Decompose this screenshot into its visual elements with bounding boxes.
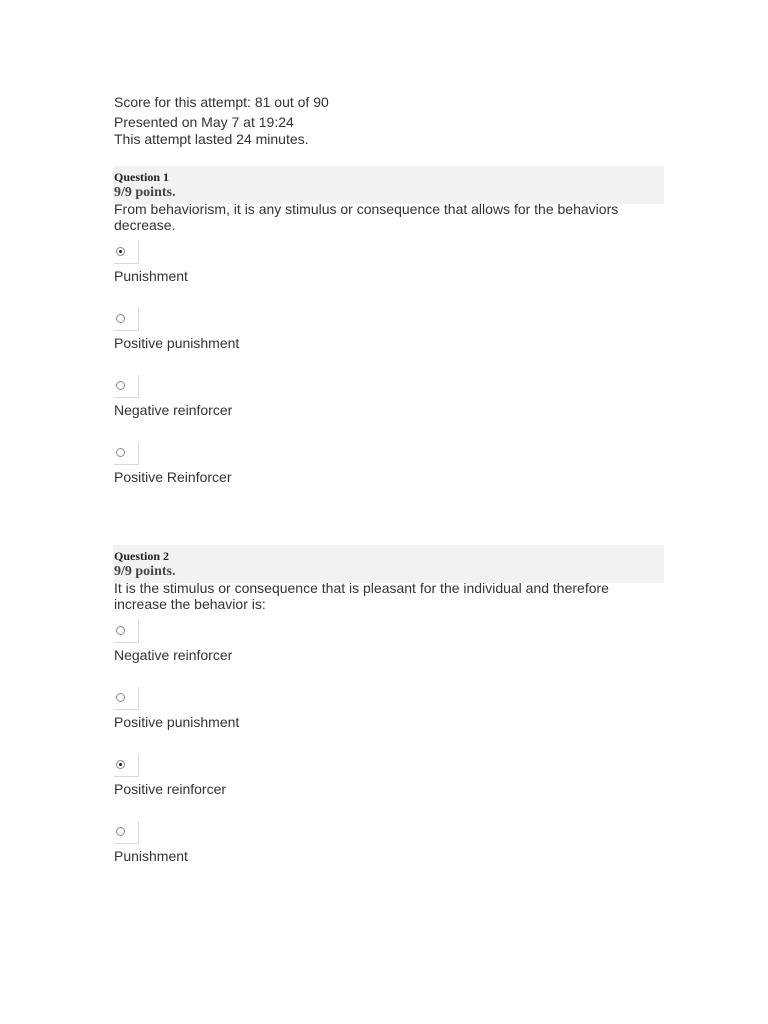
question-text: It is the stimulus or consequence that is pleasant for the individual and therefore increase the behavior is: [114,580,609,612]
answer-option[interactable] [114,679,664,746]
radio-frame [114,620,139,643]
answer-option[interactable] [114,813,664,880]
question-number: Question 2 [114,549,170,563]
answer-label: Positive punishment [114,714,240,730]
answer-label: Negative reinforcer [114,402,233,418]
radio-frame [114,687,139,710]
answer-label: Positive reinforcer [114,781,227,797]
answer-label: Negative reinforcer [114,647,233,663]
attempt-summary [114,94,664,148]
answer-label: Punishment [114,848,188,864]
radio-frame [114,241,139,264]
radio-button[interactable] [116,693,125,702]
question-2-header [113,545,664,583]
radio-frame [114,308,139,331]
radio-frame [114,375,139,398]
answer-options [114,233,664,501]
answer-label: Positive Reinforcer [114,469,232,485]
radio-frame [114,821,139,844]
answer-option[interactable] [114,612,664,679]
presented-date-text: Presented on May 7 at 19:24 [114,114,294,130]
answer-label: Positive punishment [114,335,240,351]
question-number: Question 1 [114,170,170,184]
question-points: 9/9 points. [114,564,176,579]
quiz-results-page [114,94,664,880]
answer-option[interactable] [114,300,664,367]
attempt-duration-text: This attempt lasted 24 minutes. [114,131,309,147]
radio-button[interactable] [116,448,125,457]
radio-button-checked[interactable] [116,760,125,769]
radio-button[interactable] [116,314,125,323]
answer-options [114,612,664,880]
radio-button[interactable] [116,827,125,836]
radio-button-checked[interactable] [116,247,125,256]
radio-frame [114,754,139,777]
question-text: From behaviorism, it is any stimulus or consequence that allows for the behaviors decrease. [114,201,619,233]
question-1 [114,166,664,501]
answer-label: Punishment [114,268,188,284]
answer-option[interactable] [114,233,664,300]
radio-frame [114,442,139,465]
radio-button[interactable] [116,626,125,635]
question-1-header [113,166,664,204]
answer-option[interactable] [114,746,664,813]
score-text: Score for this attempt: 81 out of 90 [114,94,329,110]
radio-button[interactable] [116,381,125,390]
question-2 [114,545,664,880]
question-points: 9/9 points. [114,185,176,200]
answer-option[interactable] [114,367,664,434]
answer-option[interactable] [114,434,664,501]
